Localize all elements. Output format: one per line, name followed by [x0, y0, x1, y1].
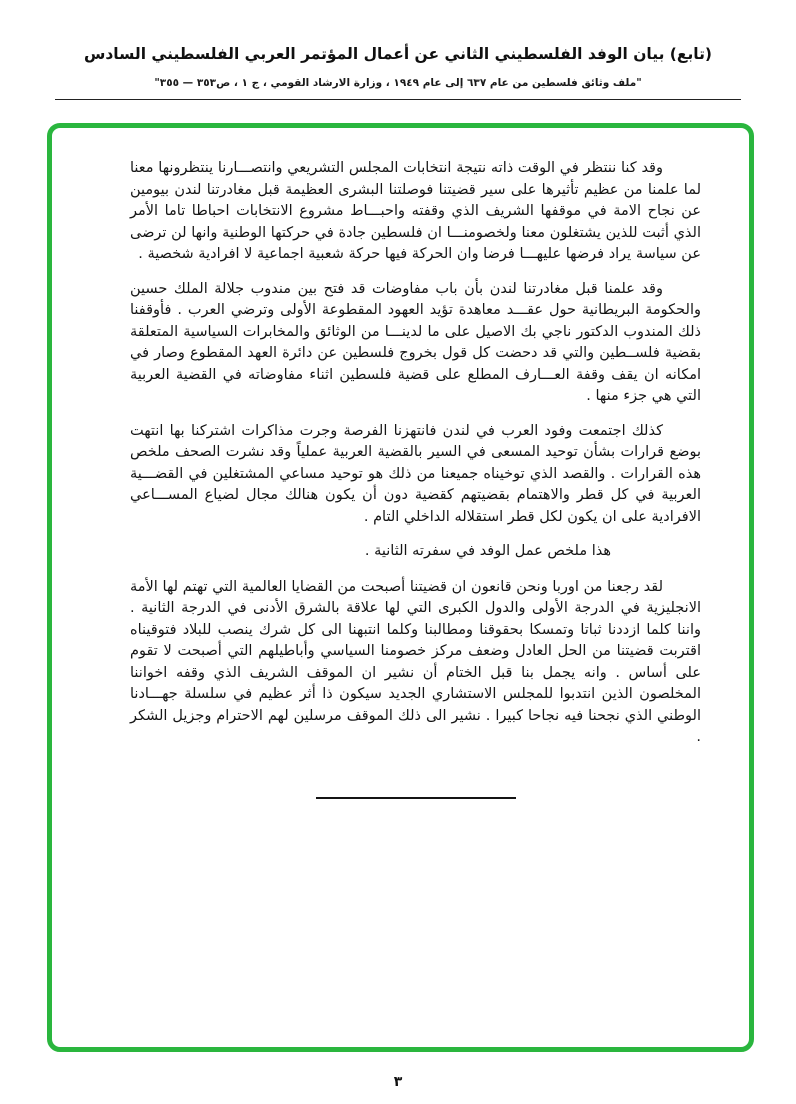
highlight-frame: [47, 123, 754, 1052]
paragraph-1: وقد كنا ننتظر في الوقت ذاته نتيجة انتخابات المجلس التشريعي وانتصـــارنا ينتظرونها معنا لما علمنا من عظيم تأثيرها على سير قضيتنا فوصلتنا البشرى العظيمة قبل مغادرتنا لندن بيومين عن نجاح الامة في موقفها الشريف الذي وقفته واحبـــاط مشروع الانتخابات احباطا تاما الأمر الذي أثبت للذين يشتغلون معنا ولخصومنـــا ان فلسطين جادة في حركتها الوطنية وانها لن ترضى عن سياسة يراد فرضها عليهـــا فرضا وان الحركة فيها حركة شعبية اجماعية لا افرادية شخصية .: [130, 160, 701, 262]
page-number: ٣: [393, 1074, 403, 1090]
section-separator: [316, 797, 516, 799]
document-body: [130, 158, 701, 799]
paragraph-3: كذلك اجتمعت وفود العرب في لندن فانتهزنا الفرصة وجرت مذاكرات اشتركنا بها انتهت بوضع قرارات بشأن توحيد المسعى في السير بالقضية العربية عملياً وقد نشرت الصحف ملخص هذه القرارات . والقصد الذي توخيناه جميعنا من ذلك هو توحيد مساعي المشتغلين في القضـــية العربية في كل قطر والاهتمام بقضيتهم كقضية دون أن يكون هنالك مجال لضياع المســـاعي الافرادية على ان يكون لكل قطر استقلاله الداخلي التام .: [130, 422, 701, 525]
source-citation: "ملف وثائق فلسطين من عام ٦٣٧ إلى عام ١٩٤٩ ، وزارة الارشاد القومي ، ج ١ ، ص٣٥٣ — ٣٥٥": [154, 76, 642, 89]
document-header: [55, 44, 741, 108]
paragraph-2: وقد علمنا قبل مغادرتنا لندن بأن باب مفاوضات قد فتح بين مندوب جلالة الملك حسين والحكومة البريطانية حول عقـــد معاهدة تؤيد العهود المقطوعة الأولى وترضي العرب . فأوقفنا ذلك المندوب الدكتور ناجي بك الاصيل على ما لدينـــا من الوثائق والمخابرات السياسية المتعلقة بقضية فلســطين والتي قد دحضت كل قول بخروج فلسطين عن دائرة العهد المقطوع وصار في امكانه ان يقف وقفة العـــارف المطلع على قضية فلسطين اثناء مفاوضاته في القضية العربية التي هي جزء منها .: [130, 280, 701, 404]
header-divider: [55, 99, 741, 100]
document-title: (تابع) بيان الوفد الفلسطيني الثاني عن أعمال المؤتمر العربي الفلسطيني السادس: [83, 45, 713, 63]
paragraph-5: لقد رجعنا من اوربا ونحن قانعون ان قضيتنا أصبحت من القضايا العالمية التي تهتم لها الأمة الانجليزية في الدرجة الأولى والدول الكبرى التي لها علاقة بالشرق الأدنى في الدرجة الثانية . واننا كلما ازددنا ثباتا وتمسكا بحقوقنا ومطالبنا وكلما انتبهنا الى كل شرك ينصب للبلاد فتوقيناه اقتربت قضيتنا من الحل العادل وضعف مركز خصومنا السياسي وأباطيلهم التي أصبحت لا تقوم على أساس . وانه يجمل بنا قبل الختام أن نشير ان الموقف الشريف الذي وقفه اخواننا المخلصون الذين انتدبوا للمجلس الاستشاري الجديد سيكون ذا أثر عظيم في سلسلة جهـــادنا الوطني الذي نجحنا فيه نجاحا كبيرا . نشير الى ذلك الموقف مرسلين لهم الاحترام وجزيل الشكر .: [130, 578, 701, 745]
summary-line: هذا ملخص عمل الوفد في سفرته الثانية .: [364, 543, 611, 559]
